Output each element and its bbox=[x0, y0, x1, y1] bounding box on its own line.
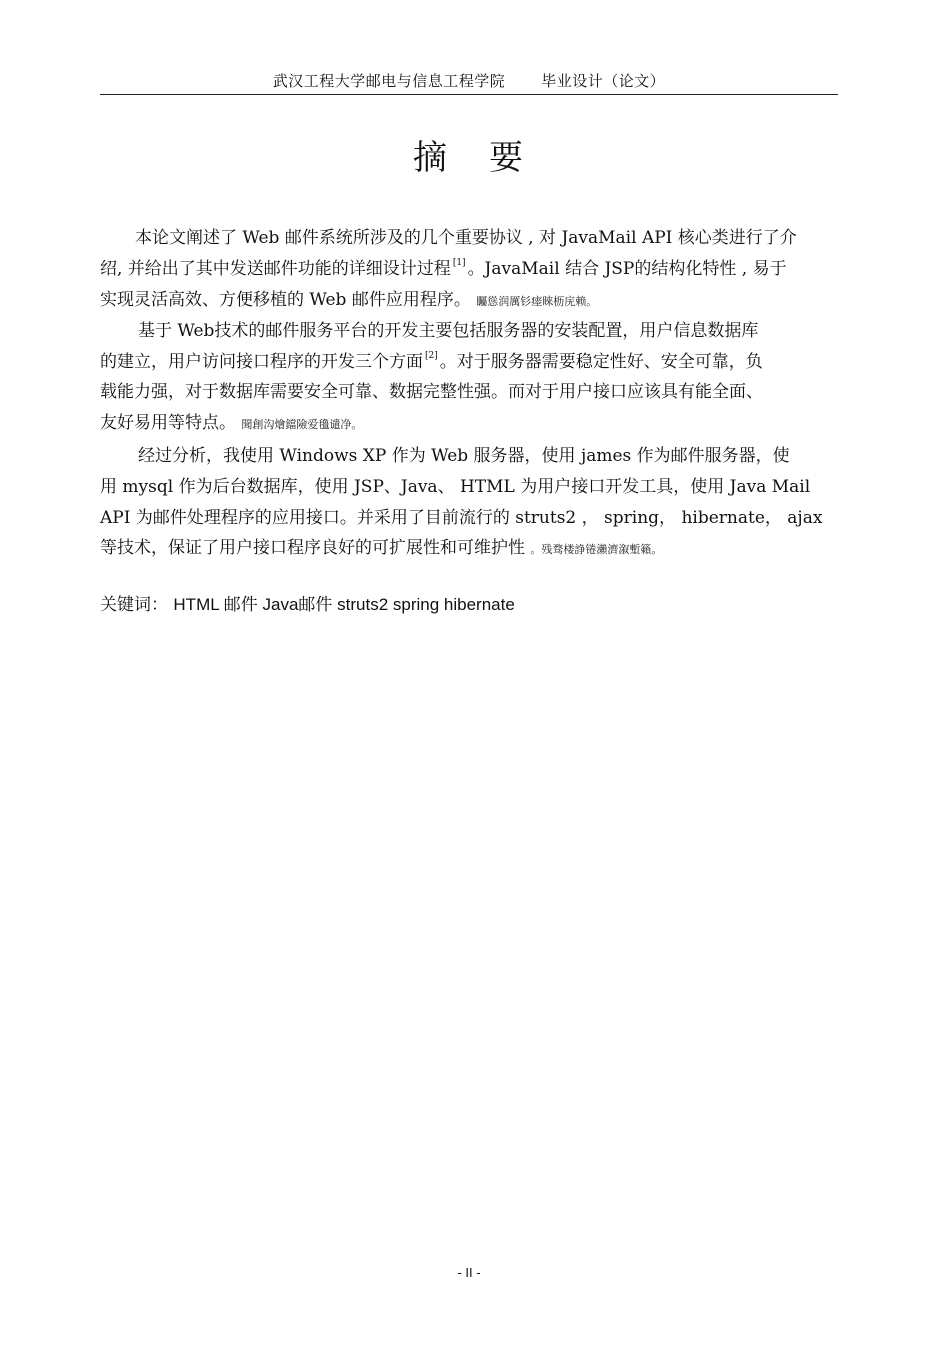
citation-ref-2: [2] bbox=[425, 351, 438, 361]
paragraph-3-line-1: 经过分析，我使用 Windows XP 作为 Web 服务器，使用 james 作为邮件服务器，使 bbox=[138, 446, 790, 466]
paragraph-1-line-2-text: 绍, 并给出了其中发送邮件功能的详细设计过程 bbox=[100, 259, 451, 279]
page-number: - II - bbox=[457, 1265, 481, 1280]
inline-note-1: 矚慫润厲钐瘗睞枥庑赖。 bbox=[476, 295, 598, 308]
inline-note-3: 。残骛楼諍锩瀨濟溆塹籟。 bbox=[530, 543, 663, 556]
keywords bbox=[100, 595, 515, 615]
header-school: 武汉工程大学邮电与信息工程学院 bbox=[272, 72, 506, 90]
header-doc-type: 毕业设计（论文） bbox=[541, 72, 666, 90]
paragraph-1-line-3-text: 实现灵活高效、方便移植的 Web 邮件应用程序。 bbox=[100, 290, 471, 310]
paragraph-3-line-4 bbox=[100, 538, 662, 560]
title-part-1: 摘 bbox=[413, 138, 449, 178]
paragraph-2-line-2 bbox=[100, 352, 763, 375]
keywords-label: 关键词： bbox=[100, 595, 168, 615]
paragraph-3-line-3: API 为邮件处理程序的应用接口。并采用了目前流行的 struts2 ， spring， hibernate， ajax bbox=[100, 508, 823, 528]
paragraph-2-line-1: 基于 Web技术的邮件服务平台的开发主要包括服务器的安装配置，用户信息数据库 bbox=[138, 321, 759, 341]
header-rule bbox=[100, 94, 838, 95]
paragraph-2-line-2-text: 的建立，用户访问接口程序的开发三个方面 bbox=[100, 352, 423, 372]
inline-note-2: 聞創沟燴鐺險爱氇谴净。 bbox=[241, 418, 363, 431]
paragraph-1-line-2 bbox=[100, 259, 787, 282]
paragraph-1-line-3 bbox=[100, 290, 597, 312]
paragraph-2-line-4 bbox=[100, 413, 362, 435]
paragraph-3-line-4-text: 等技术，保证了用户接口程序良好的可扩展性和可维护性 bbox=[100, 538, 525, 558]
page-title bbox=[100, 130, 838, 179]
paragraph-1-line-1: 本论文阐述了 Web 邮件系统所涉及的几个重要协议 , 对 JavaMail API 核心类进行了介 bbox=[135, 228, 797, 248]
running-header bbox=[100, 70, 838, 91]
paragraph-2-line-2-tail: 。对于服务器需要稳定性好、安全可靠，负 bbox=[439, 352, 763, 372]
keywords-terms: HTML 邮件 Java邮件 struts2 spring hibernate bbox=[173, 595, 515, 614]
paragraph-1-line-2-tail: 。JavaMail 结合 JSP的结构化特性 , 易于 bbox=[467, 259, 787, 279]
paragraph-3-line-2: 用 mysql 作为后台数据库，使用 JSP、Java、 HTML 为用户接口开发工具，使用 Java Mail bbox=[100, 477, 811, 497]
paragraph-2-line-3: 载能力强，对于数据库需要安全可靠、数据完整性强。而对于用户接口应该具有能全面、 bbox=[100, 382, 763, 402]
paragraph-2-line-4-text: 友好易用等特点。 bbox=[100, 413, 236, 433]
title-part-2: 要 bbox=[489, 138, 525, 178]
citation-ref-1: [1] bbox=[452, 258, 466, 268]
